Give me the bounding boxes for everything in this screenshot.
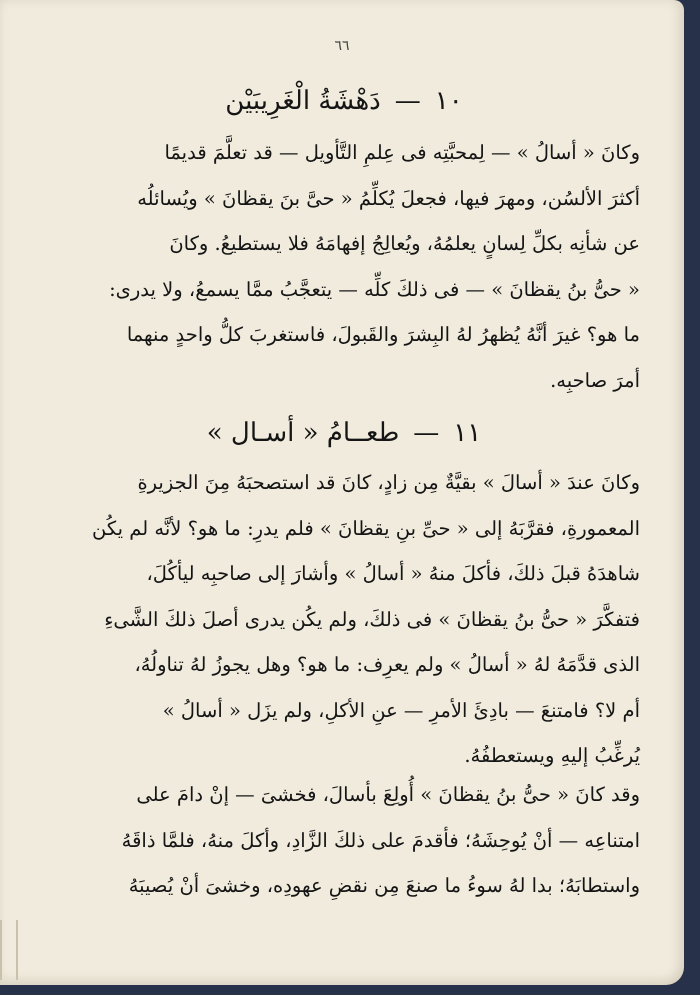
heading-dash: — [413,418,440,448]
section-11-body-continued [48,772,640,909]
section-heading [48,416,640,450]
paragraph: وقد كانَ « حىُّ بنُ يقظانَ » أُولِعَ بأسالَ، فخشىَ — إنْ دامَ على امتناعِه — أنْ يُوحِشَهُ؛ فأقدمَ على ذلكَ الزَّادِ، وأكلَ منهُ، فلمَّا ذاقَهُ واستطابَهُ؛ بدا لهُ سوءُ ما صنعَ مِن نقضِ عهودِه، وخشىَ أنْ يُصيبَهُ [121,783,640,897]
section-number: ١٠ [434,86,463,116]
section-10-body [48,130,640,403]
binding-edge [0,920,18,980]
section-11-heading-block [48,416,640,450]
section-title: دَهْشَةُ الْغَرِيبَيْن [225,86,381,116]
section-title: طعــامُ « أسـال » [206,418,400,448]
paragraph: وكانَ « أسالُ » — لِمحبَّتِه فى عِلمِ التَّأويل — قد تعلَّمَ قديمًا أكثرَ الألسُن، ومهرَ فيها، فجعلَ يُكلِّمُ « حىَّ بنَ يقظانَ » ويُسائلُه عن شأنِه بكلِّ لِسانٍ يعلمُهُ، ويُعالِجُ إفهامَهُ فلا يستطيعُ. وكانَ « حىُّ بنُ يقظانَ » — فى ذلكَ كلِّه — يتعجَّبُ ممَّا يسمعُ، ولا يدرى: ما هو؟ غيرَ أنَّهُ يُظهرُ لهُ البِشرَ والقَبولَ، فاستغربَ كلُّ واحدٍ منهما أمرَ صاحبِه. [109,141,640,392]
page-number: ٦٦ [334,38,350,54]
section-heading [48,84,640,118]
section-10-heading-block [48,84,640,118]
heading-dash: — [394,86,421,116]
paragraph: وكانَ عندَ « أسالَ » بقيَّةٌ مِن زادٍ، كانَ قد استصحبَهُ مِنَ الجزيرةِ المعمورةِ، فقرَّبَهُ إلى « حىِّ بنِ يقظانَ » فلم يدرِ: ما هو؟ لأنَّه لم يكُن شاهدَهُ قبلَ ذلكَ، فأكلَ منهُ « أسالُ » وأشارَ إلى صاحبِه ليأكُلَ، فتفكَّرَ « حىُّ بنُ يقظانَ » فى ذلكَ، ولم يكُن يدرى أصلَ ذلكَ الشَّىءِ الذى قدَّمَهُ لهُ « أسالُ » ولم يعرِف: ما هو؟ وهل يجوزُ لهُ تناولُهُ، أم لا؟ فامتنعَ — بادِئَ الأمرِ — عنِ الأكلِ، ولم يزَل « أسالُ » يُرغِّبُ إليهِ ويستعطفُهُ. [92,471,640,767]
section-11-body [48,460,640,779]
section-number: ١١ [453,418,482,448]
